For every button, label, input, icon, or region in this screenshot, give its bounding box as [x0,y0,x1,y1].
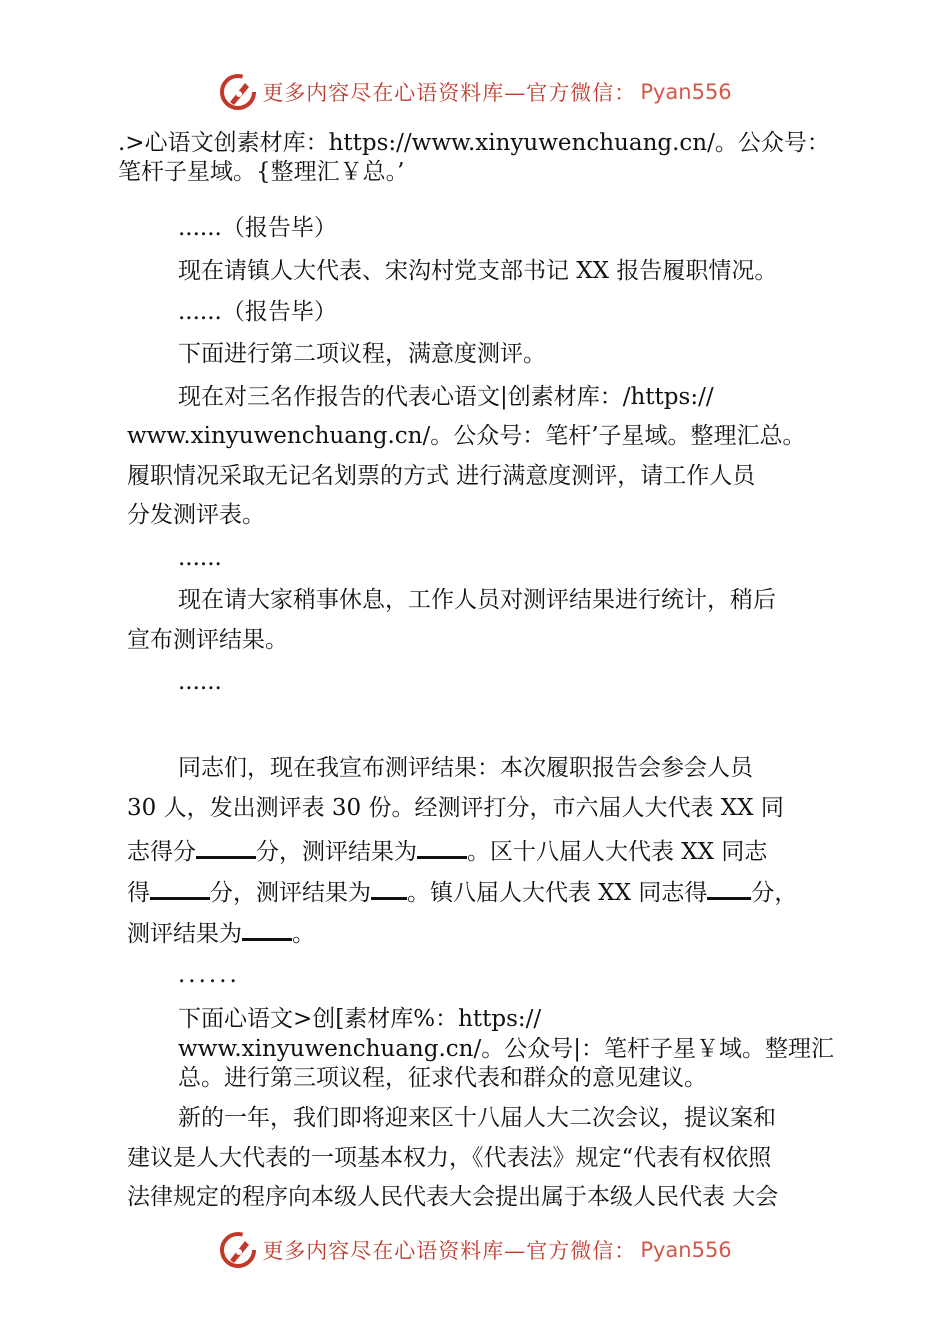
header-watermark [0,70,950,114]
watermark-text: 更多内容尽在心语资料库—官方微信： [262,81,637,105]
text-line: 志得分 分，测评结果为 。区十八届人大代表 XX 同志 [127,834,767,867]
watermark-wechat-id: Pyan556 [640,80,732,104]
ellipsis: ...... [178,669,222,695]
ellipsis: ...... [178,962,240,988]
footer-watermark [0,1228,950,1272]
ellipsis-report-done: ......（报告毕） [178,299,337,325]
text-line: 现在对三名作报告的代表心语文|创素材库：/https:// [178,384,714,410]
pen-logo-icon [218,72,258,112]
text-line: 建议是人大代表的一项基本权力，《代表法》规定“代表有权依照 [127,1145,772,1171]
text-line: 得 分，测评结果为 。镇八届人大代表 XX 同志得 分， [127,875,797,908]
text-line: 宣布测评结果。 [127,627,288,653]
blank-score [150,875,210,900]
text-line: 下面心语文>创[素材库%：https:// [178,1006,542,1032]
watermark-wechat-id: Pyan556 [640,1238,732,1262]
blank-score [707,875,751,900]
text-line: www.xinyuwenchuang.cn/。公众号：笔杆’子星域。整理汇总。 [127,423,806,449]
blank-score [196,834,256,859]
text-line: 测评结果为 。 [127,916,315,949]
text-line: 30 人，发出测评表 30 份。经测评打分，市六届人大代表 XX 同 [127,795,784,821]
blank-result [417,834,467,859]
text-line: .>心语文创素材库：https://www.xinyuwenchuang.cn/。公众号： [118,130,830,156]
blank-result [242,916,292,941]
text-line: 履职情况采取无记名划票的方式 进行满意度测评，请工作人员 [127,463,756,489]
text-line: 法律规定的程序向本级人民代表大会提出属于本级人民代表 大会 [127,1184,779,1210]
pen-logo-icon [218,1230,258,1270]
text-line: 新的一年，我们即将迎来区十八届人大二次会议，提议案和 [178,1105,776,1131]
text-line: 分发测评表。 [127,502,265,528]
watermark-text: 更多内容尽在心语资料库—官方微信： [262,1239,637,1263]
text-line: 总。进行第三项议程，征求代表和群众的意见建议。 [178,1065,707,1091]
text-line: 笔杆子星域。{整理汇￥总。’ [118,159,405,185]
text-line: 现在请大家稍事休息，工作人员对测评结果进行统计，稍后 [178,587,776,613]
text-line: 下面进行第二项议程，满意度测评。 [178,341,546,367]
ellipsis-report-done: ......（报告毕） [178,215,337,241]
blank-result [371,875,407,900]
text-line: 同志们，现在我宣布测评结果：本次履职报告会参会人员 [178,755,753,781]
text-line: www.xinyuwenchuang.cn/。公众号|：笔杆子星￥域。整理汇 [178,1036,834,1062]
text-line: 现在请镇人大代表、宋沟村党支部书记 XX 报告履职情况。 [178,258,778,284]
ellipsis: ...... [178,545,222,571]
